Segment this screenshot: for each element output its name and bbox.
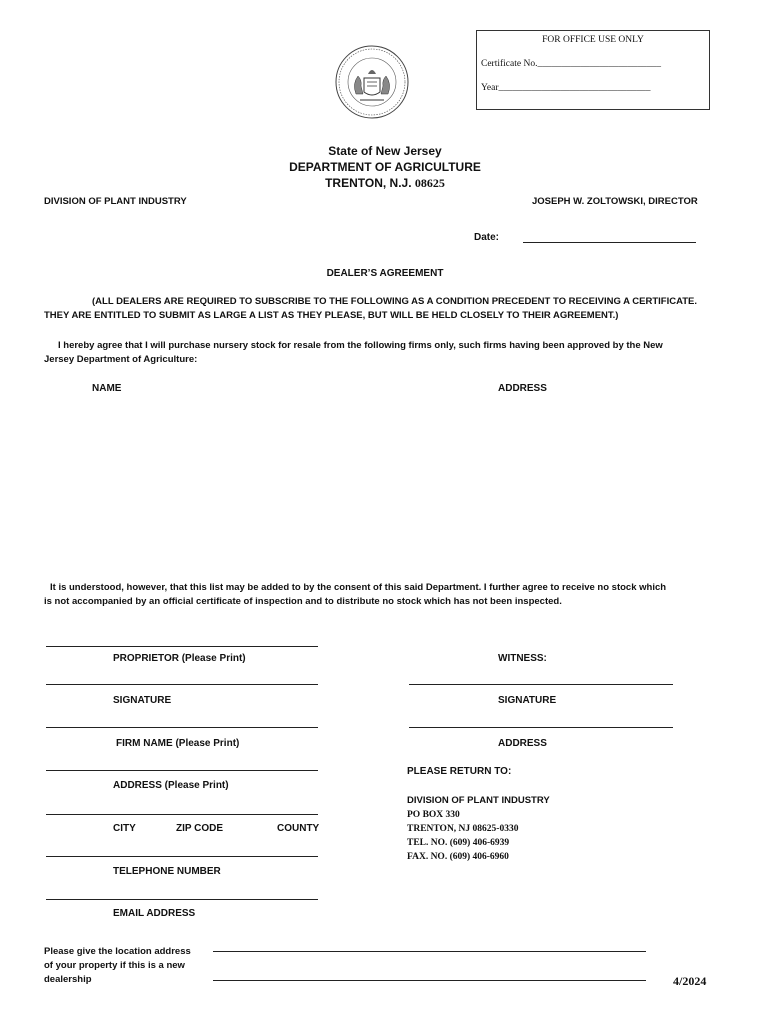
location-address-field-1[interactable]: [213, 951, 646, 952]
email-field[interactable]: [46, 899, 318, 900]
firm-name-field[interactable]: [46, 727, 318, 728]
date-label: Date:: [474, 232, 500, 243]
return-fax: FAX. NO. (609) 406-6960: [407, 852, 509, 862]
address-column-header: ADDRESS: [498, 383, 547, 394]
understood-line-2: is not accompanied by an official certificate of inspection and to distribute no stock which has not been inspected.: [44, 596, 562, 607]
certificate-number-field[interactable]: Certificate No.__________________________: [481, 59, 661, 69]
revision-date: 4/2024: [673, 974, 707, 988]
return-division: DIVISION OF PLANT INDUSTRY: [407, 795, 550, 806]
address-label: ADDRESS (Please Print): [113, 780, 229, 791]
witness-signature-field[interactable]: [409, 684, 673, 685]
name-column-header: NAME: [92, 383, 122, 394]
return-to-label: PLEASE RETURN TO:: [407, 766, 512, 777]
agreement-line-2: Jersey Department of Agriculture:: [44, 354, 198, 365]
location-line-2: of your property if this is a new: [44, 960, 185, 971]
form-title: DEALER’S AGREEMENT: [326, 268, 444, 279]
office-use-box: [476, 30, 710, 110]
witness-signature-label: SIGNATURE: [498, 695, 557, 706]
year-field[interactable]: Year________________________________: [481, 83, 651, 93]
director-name: JOSEPH W. ZOLTOWSKI, DIRECTOR: [532, 196, 698, 207]
firm-name-label: FIRM NAME (Please Print): [116, 738, 240, 749]
proprietor-field[interactable]: [46, 646, 318, 647]
location-line-1: Please give the location address: [44, 946, 191, 957]
return-telephone: TEL. NO. (609) 406-6939: [407, 838, 510, 848]
agreement-line-1: I hereby agree that I will purchase nursery stock for resale from the following firms only, such firms having been approved by the New: [58, 340, 663, 351]
signature-label: SIGNATURE: [113, 695, 172, 706]
city-label: CITY: [113, 823, 136, 834]
zip-code-label: ZIP CODE: [176, 823, 224, 834]
state-name: State of New Jersey: [328, 144, 442, 158]
location-line-3: dealership: [44, 974, 92, 985]
location-address-field-2[interactable]: [213, 980, 646, 981]
department-address: [0, 176, 770, 191]
telephone-field[interactable]: [46, 856, 318, 857]
email-label: EMAIL ADDRESS: [113, 908, 196, 919]
department-name: DEPARTMENT OF AGRICULTURE: [289, 160, 481, 174]
office-use-title: FOR OFFICE USE ONLY: [542, 35, 644, 45]
date-field[interactable]: [523, 242, 696, 243]
division-name: DIVISION OF PLANT INDUSTRY: [44, 196, 187, 207]
city-zip-county-field[interactable]: [46, 814, 318, 815]
notice-line-2: THEY ARE ENTITLED TO SUBMIT AS LARGE A LIST AS THEY PLEASE, BUT WILL BE HELD CLOSELY TO THEIR AGREEMENT.): [44, 310, 619, 321]
address-field[interactable]: [46, 770, 318, 771]
county-label: COUNTY: [277, 823, 320, 834]
witness-address-field[interactable]: [409, 727, 673, 728]
return-city: TRENTON, NJ 08625-0330: [407, 824, 519, 834]
understood-line-1: It is understood, however, that this list may be added to by the consent of this said Department. I further agree to receive no stock which: [50, 582, 667, 593]
witness-label: WITNESS:: [498, 653, 547, 664]
return-address: [407, 794, 550, 864]
department-city: TRENTON, N.J.: [325, 176, 412, 190]
location-instructions: [44, 945, 191, 987]
signature-field[interactable]: [46, 684, 318, 685]
return-po-box: PO BOX 330: [407, 810, 460, 820]
telephone-label: TELEPHONE NUMBER: [113, 866, 221, 877]
notice-line-1: (ALL DEALERS ARE REQUIRED TO SUBSCRIBE TO THE FOLLOWING AS A CONDITION PRECEDENT TO RECEIVING A CERTIFICATE.: [92, 296, 698, 307]
state-seal-icon: [334, 44, 410, 120]
proprietor-label: PROPRIETOR (Please Print): [113, 653, 246, 664]
witness-address-label: ADDRESS: [498, 738, 547, 749]
department-zip: 08625: [414, 176, 445, 190]
